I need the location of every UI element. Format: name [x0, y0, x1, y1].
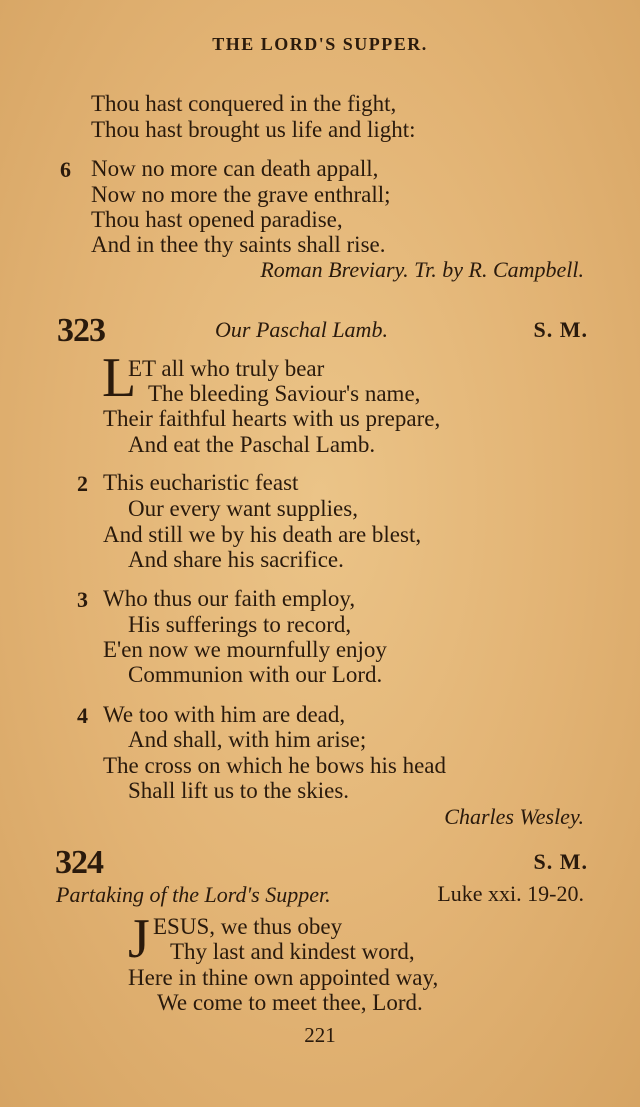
- verse-line: ESUS, we thus obey: [153, 914, 343, 939]
- verse-line: The cross on which he bows his head: [103, 753, 447, 778]
- running-header: THE LORD'S SUPPER.: [212, 34, 428, 54]
- verse-line: Thou hast opened paradise,: [91, 207, 343, 232]
- verse-line: Who thus our faith employ,: [103, 586, 356, 611]
- hymn-title: Our Paschal Lamb.: [215, 317, 388, 342]
- verse-line: This eucharistic feast: [103, 470, 299, 495]
- drop-cap: L: [102, 347, 137, 409]
- verse-line: And shall, with him arise;: [128, 727, 367, 752]
- stanza-number: 2: [77, 471, 88, 496]
- hymn-number: 323: [57, 312, 105, 349]
- attribution: Roman Breviary. Tr. by R. Campbell.: [260, 257, 584, 282]
- verse-line: Thou hast brought us life and light:: [91, 117, 416, 142]
- page-number: 221: [304, 1023, 336, 1047]
- verse-line: Thy last and kindest word,: [170, 939, 415, 964]
- hymn-meter: S. M.: [533, 849, 588, 874]
- verse-line: Their faithful hearts with us prepare,: [103, 406, 441, 431]
- stanza-number: 6: [60, 157, 71, 182]
- hymn-number: 324: [55, 844, 103, 881]
- verse-line: We too with him are dead,: [103, 702, 346, 727]
- scripture-reference: Luke xxi. 19-20.: [437, 881, 584, 906]
- verse-line: Shall lift us to the skies.: [128, 778, 350, 803]
- stanza-number: 4: [77, 703, 88, 728]
- verse-line: And in thee thy saints shall rise.: [91, 232, 386, 257]
- verse-line: Thou hast conquered in the fight,: [91, 91, 397, 116]
- verse-line: And share his sacrifice.: [128, 547, 344, 572]
- verse-line: Communion with our Lord.: [128, 662, 383, 687]
- verse-line: His sufferings to record,: [128, 612, 352, 637]
- hymn-title: Partaking of the Lord's Supper.: [56, 882, 331, 907]
- verse-line: The bleeding Saviour's name,: [148, 381, 421, 406]
- verse-line: We come to meet thee, Lord.: [157, 990, 423, 1015]
- hymn-meter: S. M.: [533, 317, 588, 342]
- verse-line: Now no more the grave enthrall;: [91, 182, 391, 207]
- verse-line: Our every want supplies,: [128, 496, 358, 521]
- stanza-number: 3: [77, 587, 88, 612]
- verse-line: And eat the Paschal Lamb.: [128, 432, 376, 457]
- attribution: Charles Wesley.: [444, 804, 584, 829]
- verse-line: E'en now we mournfully enjoy: [103, 637, 387, 662]
- verse-line: Now no more can death appall,: [91, 156, 379, 181]
- drop-cap: J: [128, 908, 150, 970]
- verse-line: And still we by his death are blest,: [103, 522, 422, 547]
- verse-line: ET all who truly bear: [128, 356, 325, 381]
- verse-line: Here in thine own appointed way,: [128, 965, 439, 990]
